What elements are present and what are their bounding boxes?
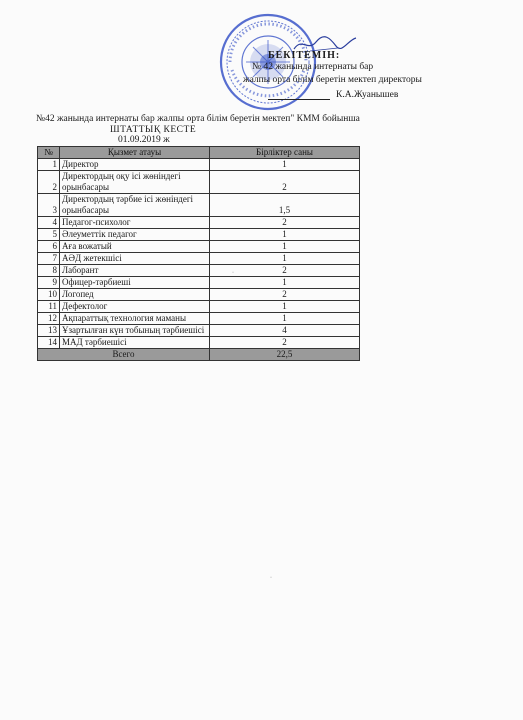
table-row [38,159,360,171]
row-number: 3 [38,194,60,217]
table-row [38,325,360,337]
row-number: 7 [38,253,60,265]
row-number: 4 [38,217,60,229]
signature-line [268,99,330,100]
units-count: 4 [210,325,360,337]
position-name: Әлеуметтік педагог [60,229,210,241]
table-row [38,241,360,253]
approval-title: БЕКІТЕМІН: [268,50,341,61]
table-row [38,265,360,277]
units-count: 1 [210,313,360,325]
position-name: Дефектолог [60,301,210,313]
organization-line: №42 жанында интернаты бар жалпы орта білім беретін мектеп" КММ бойынша [36,114,360,124]
table-row [38,229,360,241]
units-count: 2 [210,289,360,301]
table-row [38,171,360,194]
units-count: 1 [210,277,360,289]
column-header-units: Бірліктер саны [210,147,360,159]
director-name: К.А.Жуанышев [336,90,399,100]
column-header-position: Қызмет атауы [60,147,210,159]
units-count: 2 [210,265,360,277]
units-count: 1 [210,229,360,241]
units-count: 1 [210,159,360,171]
position-name: Директордың тәрбие ісі жөніндегі орынбасары [60,194,210,217]
table-header-row [38,147,360,159]
row-number: 9 [38,277,60,289]
table-row [38,289,360,301]
units-count: 1,5 [210,194,360,217]
position-name: Офицер-тәрбиеші [60,277,210,289]
position-name: Ұзартылған күн тобының тәрбиешісі [60,325,210,337]
table-row [38,277,360,289]
units-count: 1 [210,241,360,253]
table-row [38,253,360,265]
position-name: Педагог-психолог [60,217,210,229]
units-count: 2 [210,337,360,349]
table-row [38,301,360,313]
table-row [38,313,360,325]
row-number: 8 [38,265,60,277]
position-name: Ақпараттық технология маманы [60,313,210,325]
approval-line-position: жалпы орта білім беретін мектеп директоры [243,75,422,85]
document-date: 01.09.2019 ж [118,135,170,145]
staffing-table [37,146,360,361]
table-row [38,337,360,349]
approval-block [0,0,523,120]
units-count: 1 [210,253,360,265]
column-header-number: № [38,147,60,159]
position-name: Лаборант [60,265,210,277]
position-name: Директор [60,159,210,171]
approval-line-school: № 42 жанында интернаты бар [252,62,374,72]
row-number: 5 [38,229,60,241]
units-count: 2 [210,217,360,229]
table-row [38,217,360,229]
row-number: 13 [38,325,60,337]
row-number: 10 [38,289,60,301]
scan-speck: · [232,270,234,276]
table-row [38,194,360,217]
row-number: 1 [38,159,60,171]
row-number: 6 [38,241,60,253]
position-name: Логопед [60,289,210,301]
table-body [38,159,360,349]
row-number: 12 [38,313,60,325]
row-number: 14 [38,337,60,349]
units-count: 2 [210,171,360,194]
position-name: МАД тәрбиешісі [60,337,210,349]
total-row [38,349,360,361]
units-count: 1 [210,301,360,313]
position-name: Директордың оқу ісі жөніндегі орынбасары [60,171,210,194]
total-label: Всего [38,349,210,361]
position-name: Аға вожатый [60,241,210,253]
document-title: ШТАТТЫҚ КЕСТЕ [110,125,197,135]
scan-speck: · [270,575,272,581]
position-name: АӘД жетекшісі [60,253,210,265]
row-number: 11 [38,301,60,313]
total-value: 22,5 [210,349,360,361]
row-number: 2 [38,171,60,194]
